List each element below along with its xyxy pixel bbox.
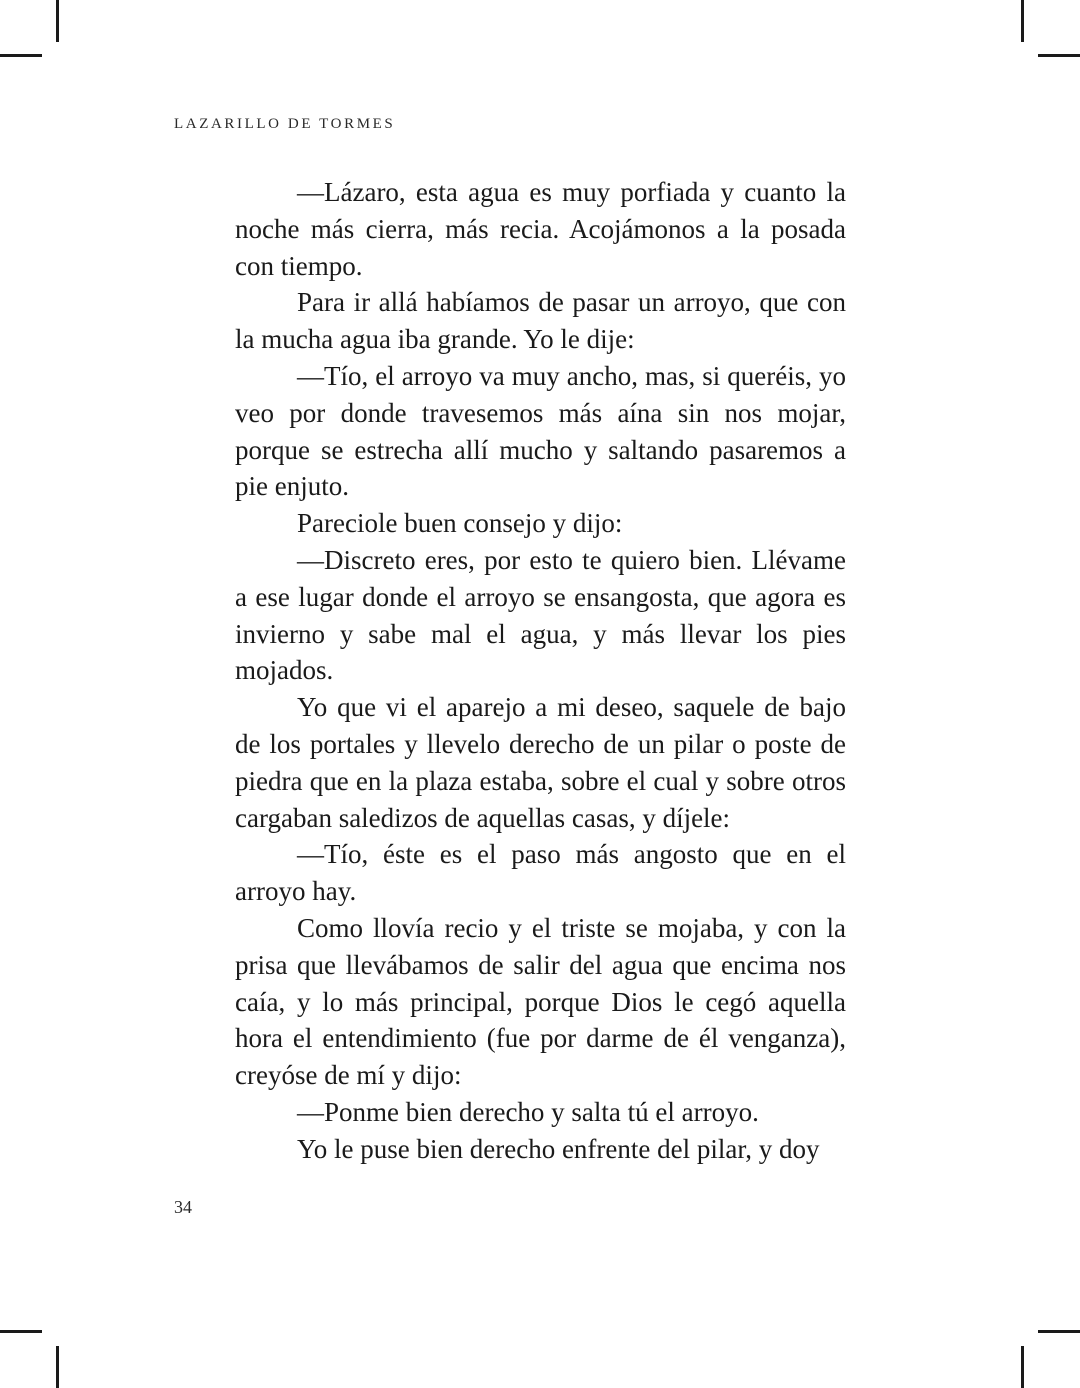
- crop-mark-top-right-vertical: [1021, 0, 1024, 42]
- paragraph: —Ponme bien derecho y salta tú el arroyo.: [297, 1096, 759, 1127]
- running-head: LAZARILLO DE TORMES: [174, 116, 396, 132]
- body-text: [235, 174, 846, 1168]
- page-number: 34: [174, 1197, 192, 1217]
- paragraph: Para ir allá habíamos de pasar un arroyo, que con la mucha agua iba grande. Yo le dije:: [235, 287, 846, 355]
- paragraph: —Tío, el arroyo va muy ancho, mas, si queréis, yo veo por donde travesemos más aína sin nos mojar, porque se estrecha allí mucho y saltando pasaremos a pie enjuto.: [235, 360, 846, 502]
- paragraph: Yo le puse bien derecho enfrente del pilar, y doy: [297, 1133, 820, 1164]
- paragraph: Pareciole buen consejo y dijo:: [297, 508, 623, 539]
- crop-mark-top-left-horizontal: [0, 54, 42, 57]
- paragraph: —Discreto eres, por esto te quiero bien. Llévame a ese lugar donde el arroyo se ensangosta, que agora es invierno y sabe mal el agua, y más llevar los pies mojados.: [235, 544, 846, 686]
- crop-mark-bottom-left-horizontal: [0, 1330, 42, 1333]
- paragraph: Yo que vi el aparejo a mi deseo, saquele de bajo de los portales y llevelo derecho de un pilar o poste de piedra que en la plaza estaba, sobre el cual y sobre otros cargaban saledizos de aquellas casas, y díjele:: [235, 692, 846, 833]
- crop-mark-bottom-right-vertical: [1021, 1346, 1024, 1388]
- crop-mark-bottom-right-horizontal: [1038, 1330, 1080, 1333]
- paragraph: —Lázaro, esta agua es muy porfiada y cuanto la noche más cierra, más recia. Acojámonos a la posada con tiempo.: [235, 177, 846, 281]
- paragraph: Como llovía recio y el triste se mojaba, y con la prisa que llevábamos de salir del agua que encima nos caía, y lo más principal, porque Dios le cegó aquella hora el entendimiento (fue por darme de él venganza), creyóse de mí y dijo:: [235, 912, 846, 1091]
- paragraph: —Tío, éste es el paso más angosto que en el arroyo hay.: [235, 839, 846, 907]
- crop-mark-top-right-horizontal: [1038, 54, 1080, 57]
- crop-mark-bottom-left-vertical: [56, 1346, 59, 1388]
- crop-mark-top-left-vertical: [56, 0, 59, 42]
